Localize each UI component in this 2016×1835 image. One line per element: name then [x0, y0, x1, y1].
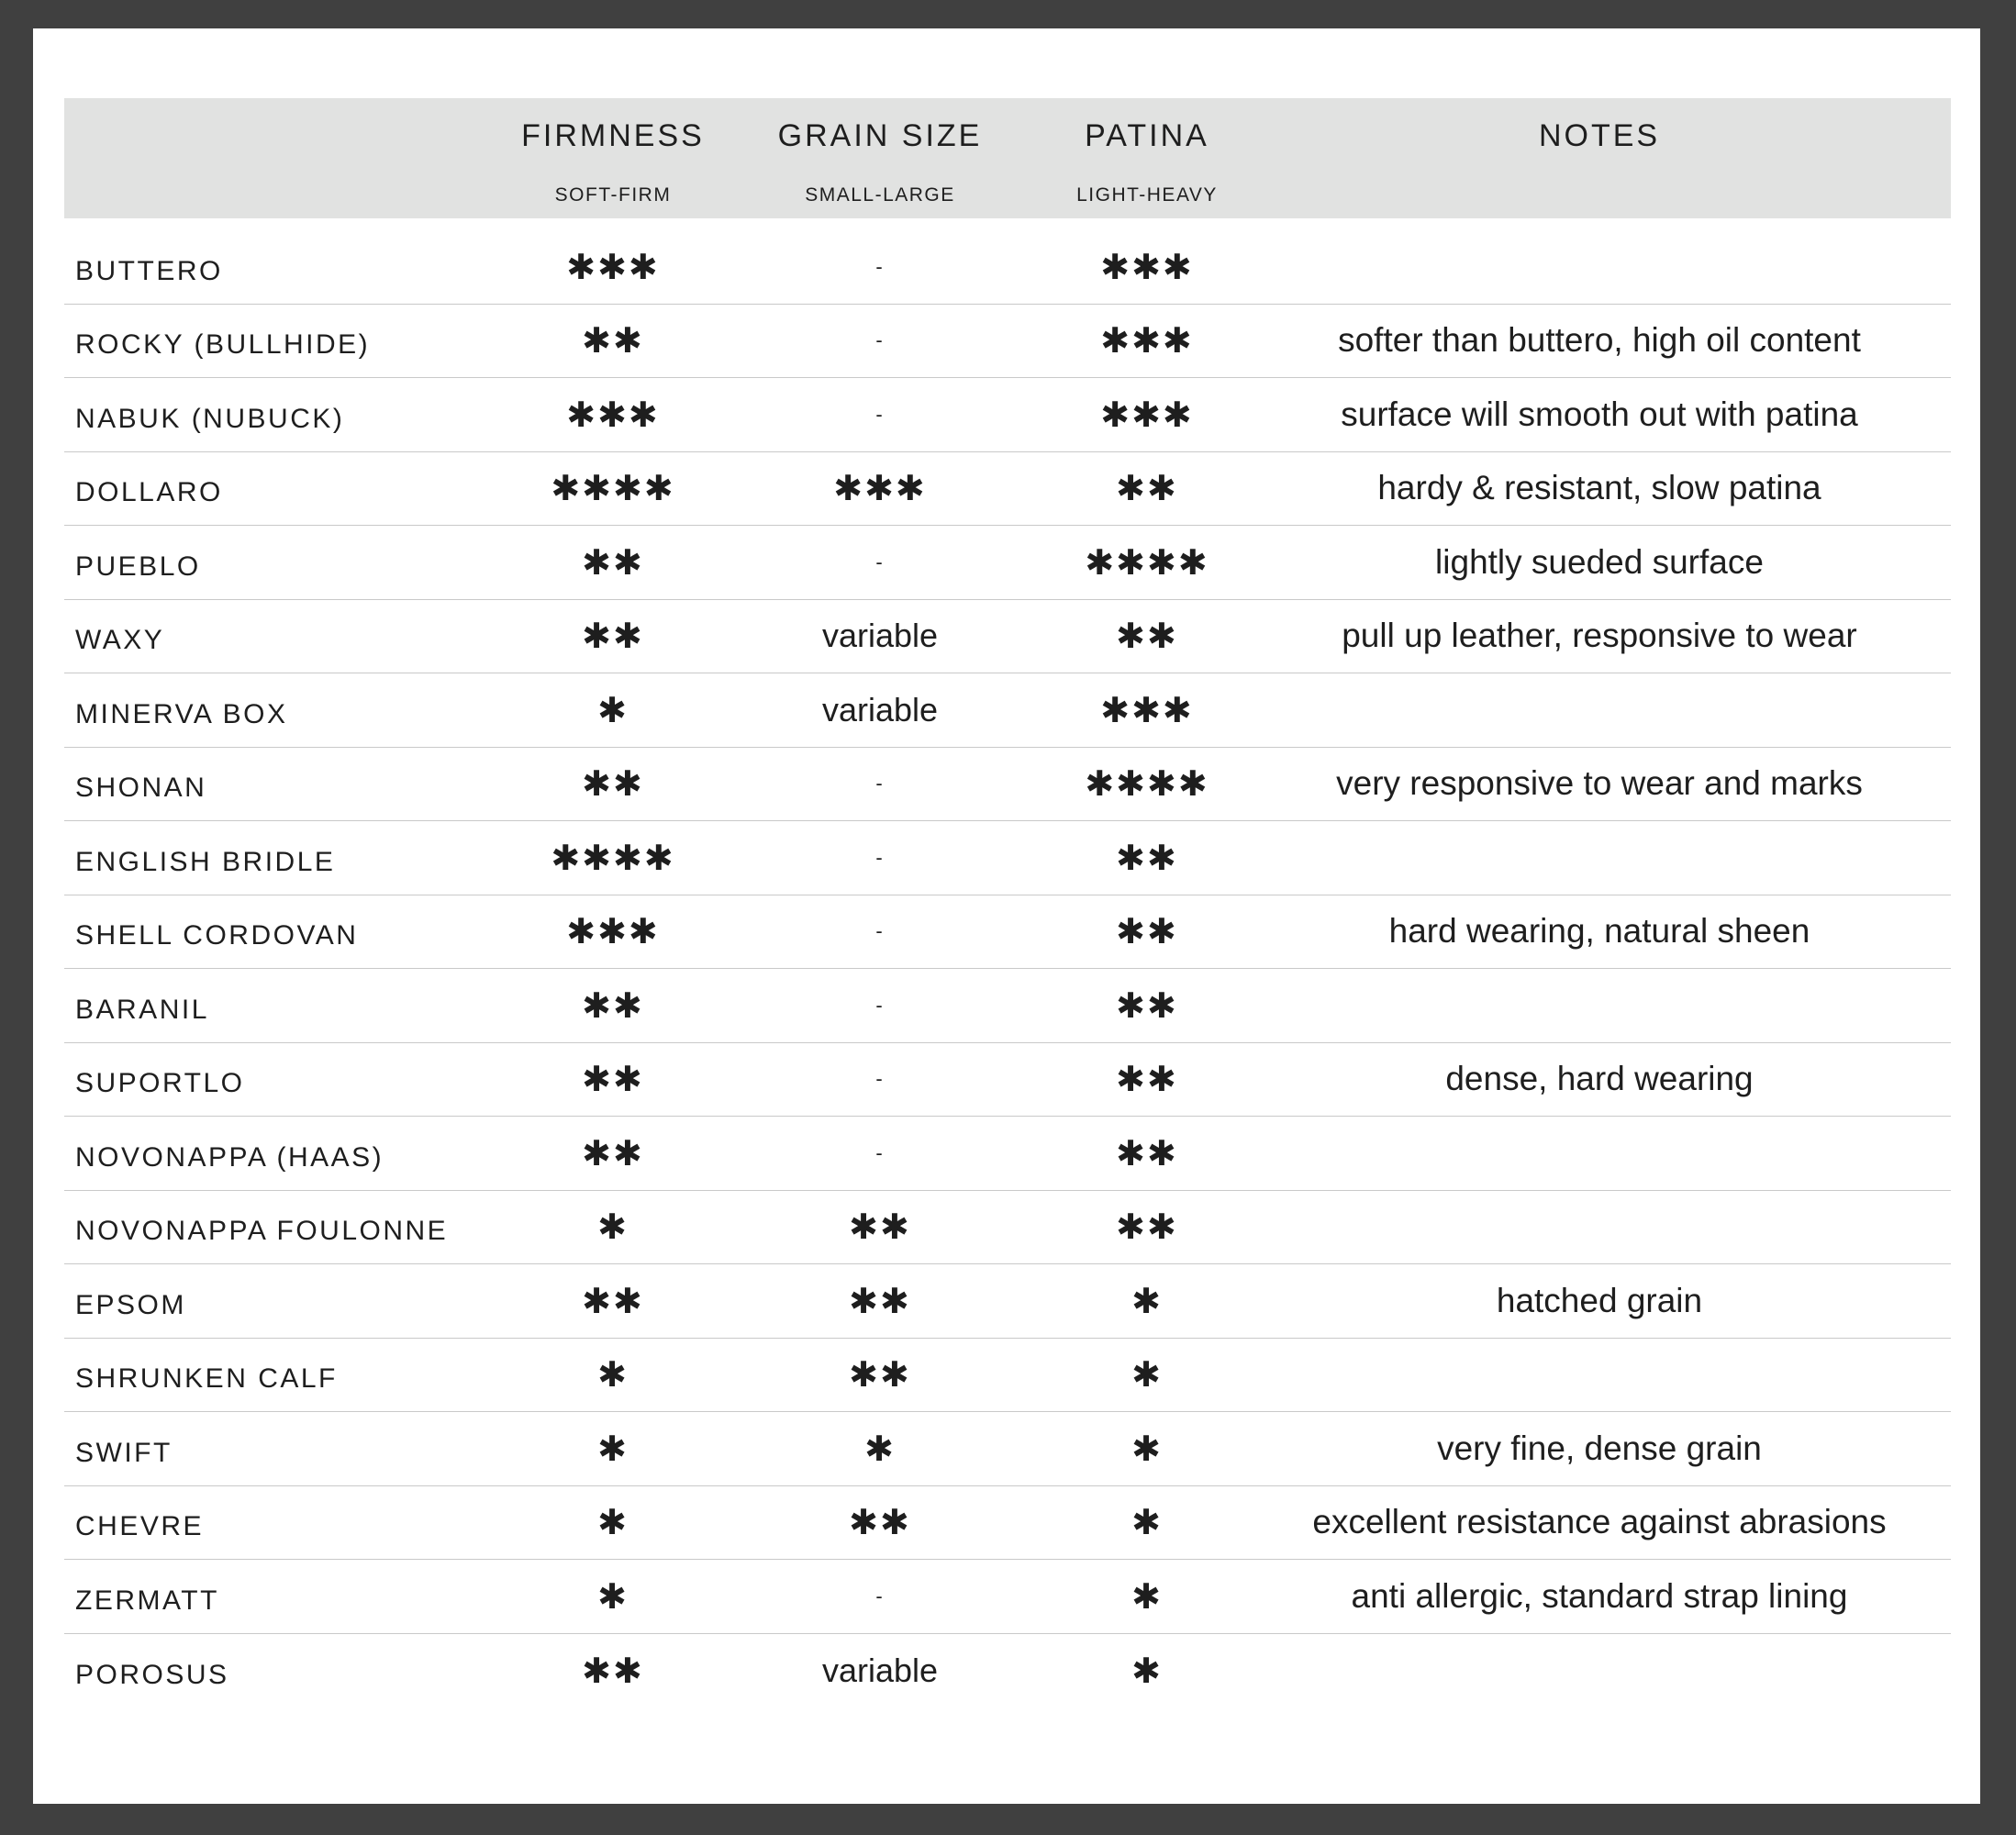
- leather-name: CHEVRE: [75, 1511, 205, 1542]
- leather-notes: surface will smooth out with patina: [1341, 395, 1858, 433]
- patina-rating: ✱✱✱: [1100, 394, 1194, 435]
- patina-rating: ✱: [1131, 1354, 1163, 1396]
- header-grain-size-title: GRAIN SIZE: [777, 118, 983, 153]
- patina-rating: ✱✱: [1116, 1059, 1178, 1100]
- table-body: [64, 230, 1951, 1707]
- leather-name: ZERMATT: [75, 1585, 219, 1616]
- patina-rating: ✱✱: [1116, 1207, 1178, 1248]
- firmness-rating: ✱: [597, 1575, 629, 1617]
- firmness-rating: ✱✱: [582, 1132, 644, 1173]
- firmness-rating: ✱✱: [582, 1650, 644, 1691]
- patina-rating: ✱✱: [1116, 468, 1178, 509]
- grain-size-rating: ✱: [864, 1428, 896, 1469]
- grain-size-rating: -: [875, 1140, 885, 1164]
- leather-name: BUTTERO: [75, 255, 223, 286]
- leather-name: MINERVA BOX: [75, 698, 288, 729]
- grain-size-rating: -: [875, 1584, 885, 1607]
- table-row: [64, 230, 1951, 305]
- firmness-rating: ✱✱: [582, 984, 644, 1026]
- firmness-rating: ✱: [597, 1354, 629, 1396]
- header-patina-title: PATINA: [1085, 118, 1209, 153]
- grain-size-rating: ✱✱: [849, 1502, 911, 1543]
- grain-size-rating: variable: [821, 617, 939, 655]
- table-row: [64, 452, 1951, 527]
- table-row: [64, 1117, 1951, 1191]
- leather-notes: dense, hard wearing: [1445, 1060, 1754, 1098]
- table-row: [64, 305, 1951, 379]
- leather-comparison-table: [64, 98, 1951, 1707]
- table-row: [64, 1412, 1951, 1486]
- leather-notes: hatched grain: [1496, 1281, 1703, 1319]
- header-notes: [1248, 98, 1951, 218]
- patina-rating: ✱: [1131, 1502, 1163, 1543]
- table-row: [64, 748, 1951, 822]
- grain-size-rating: -: [875, 328, 885, 352]
- leather-notes: pull up leather, responsive to wear: [1342, 617, 1857, 655]
- header-notes-title: NOTES: [1538, 118, 1661, 153]
- leather-name: SWIFT: [75, 1437, 173, 1468]
- leather-notes: excellent resistance against abrasions: [1312, 1503, 1887, 1541]
- firmness-rating: ✱✱: [582, 616, 644, 657]
- firmness-rating: ✱✱: [582, 1059, 644, 1100]
- leather-notes: lightly sueded surface: [1435, 542, 1764, 581]
- header-firmness-title: FIRMNESS: [521, 118, 705, 153]
- leather-name: SHELL CORDOVAN: [75, 920, 359, 951]
- header-grain-size: [775, 98, 985, 218]
- leather-name: SHRUNKEN CALF: [75, 1363, 338, 1395]
- patina-rating: ✱✱✱: [1100, 320, 1194, 361]
- table-row: [64, 1339, 1951, 1413]
- firmness-rating: ✱✱: [582, 1280, 644, 1321]
- table-row: [64, 526, 1951, 600]
- patina-rating: ✱✱: [1116, 616, 1178, 657]
- table-row: [64, 378, 1951, 452]
- leather-name: NOVONAPPA (HAAS): [75, 1141, 384, 1173]
- firmness-rating: ✱✱✱✱: [551, 468, 675, 509]
- firmness-rating: ✱: [597, 1502, 629, 1543]
- patina-rating: ✱✱✱: [1100, 689, 1194, 730]
- leather-notes: [1248, 821, 1951, 895]
- patina-rating: ✱✱: [1116, 1132, 1178, 1173]
- firmness-rating: ✱✱✱: [566, 246, 660, 287]
- firmness-rating: ✱✱: [582, 320, 644, 361]
- leather-notes: [1248, 230, 1951, 304]
- table-row: [64, 1043, 1951, 1118]
- table-row: [64, 969, 1951, 1043]
- leather-notes: softer than buttero, high oil content: [1338, 321, 1861, 360]
- leather-name: SUPORTLO: [75, 1068, 245, 1099]
- leather-name: NABUK (NUBUCK): [75, 403, 345, 434]
- table-row: [64, 1264, 1951, 1339]
- leather-name: ROCKY (BULLHIDE): [75, 329, 371, 361]
- grain-size-rating: -: [875, 1067, 885, 1091]
- grain-size-rating: -: [875, 402, 885, 426]
- firmness-rating: ✱✱✱: [566, 911, 660, 952]
- header-firmness: [508, 98, 718, 218]
- patina-rating: ✱✱✱✱: [1085, 541, 1209, 583]
- leather-name: BARANIL: [75, 994, 209, 1025]
- leather-name: NOVONAPPA FOULONNE: [75, 1216, 449, 1247]
- grain-size-rating: -: [875, 550, 885, 573]
- table-row: [64, 895, 1951, 970]
- leather-name: PUEBLO: [75, 550, 201, 582]
- leather-notes: [1248, 1339, 1951, 1412]
- leather-name: POROSUS: [75, 1659, 229, 1690]
- patina-rating: ✱: [1131, 1428, 1163, 1469]
- header-patina: [1042, 98, 1252, 218]
- firmness-rating: ✱✱✱✱: [551, 837, 675, 878]
- leather-notes: [1248, 1634, 1951, 1708]
- patina-rating: ✱✱✱✱: [1085, 763, 1209, 805]
- grain-size-rating: ✱✱: [849, 1280, 911, 1321]
- leather-comparison-card: [33, 28, 1980, 1804]
- table-row: [64, 821, 1951, 895]
- patina-rating: ✱: [1131, 1650, 1163, 1691]
- leather-notes: very fine, dense grain: [1437, 1429, 1762, 1467]
- header-patina-scale: LIGHT-HEAVY: [1076, 184, 1218, 206]
- grain-size-rating: ✱✱: [849, 1354, 911, 1396]
- patina-rating: ✱✱: [1116, 911, 1178, 952]
- grain-size-rating: -: [875, 254, 885, 278]
- leather-name: SHONAN: [75, 773, 207, 804]
- patina-rating: ✱: [1131, 1575, 1163, 1617]
- leather-notes: [1248, 673, 1951, 747]
- table-row: [64, 600, 1951, 674]
- firmness-rating: ✱: [597, 1207, 629, 1248]
- header-grain-size-scale: SMALL-LARGE: [805, 184, 955, 206]
- patina-rating: ✱✱✱: [1100, 246, 1194, 287]
- table-row: [64, 1560, 1951, 1634]
- patina-rating: ✱: [1131, 1280, 1163, 1321]
- table-row: [64, 673, 1951, 748]
- leather-notes: very responsive to wear and marks: [1336, 764, 1863, 803]
- leather-notes: [1248, 969, 1951, 1042]
- leather-notes: hardy & resistant, slow patina: [1377, 469, 1821, 507]
- leather-notes: [1248, 1117, 1951, 1190]
- leather-notes: hard wearing, natural sheen: [1388, 912, 1810, 951]
- leather-name: ENGLISH BRIDLE: [75, 846, 336, 877]
- firmness-rating: ✱✱: [582, 541, 644, 583]
- leather-notes: [1248, 1191, 1951, 1264]
- grain-size-rating: -: [875, 845, 885, 869]
- grain-size-rating: ✱✱✱: [833, 468, 927, 509]
- header-firmness-scale: SOFT-FIRM: [554, 184, 672, 206]
- grain-size-rating: -: [875, 993, 885, 1017]
- grain-size-rating: -: [875, 919, 885, 943]
- patina-rating: ✱✱: [1116, 837, 1178, 878]
- grain-size-rating: ✱✱: [849, 1207, 911, 1248]
- grain-size-rating: variable: [821, 1651, 939, 1689]
- grain-size-rating: variable: [821, 690, 939, 728]
- firmness-rating: ✱: [597, 1428, 629, 1469]
- leather-name: EPSOM: [75, 1289, 186, 1320]
- table-row: [64, 1486, 1951, 1561]
- leather-name: WAXY: [75, 625, 165, 656]
- patina-rating: ✱✱: [1116, 984, 1178, 1026]
- leather-name: DOLLARO: [75, 477, 223, 508]
- grain-size-rating: -: [875, 772, 885, 795]
- table-row: [64, 1634, 1951, 1708]
- table-row: [64, 1191, 1951, 1265]
- firmness-rating: ✱✱: [582, 763, 644, 805]
- firmness-rating: ✱: [597, 689, 629, 730]
- firmness-rating: ✱✱✱: [566, 394, 660, 435]
- leather-notes: anti allergic, standard strap lining: [1351, 1576, 1848, 1615]
- table-header: [64, 98, 1951, 218]
